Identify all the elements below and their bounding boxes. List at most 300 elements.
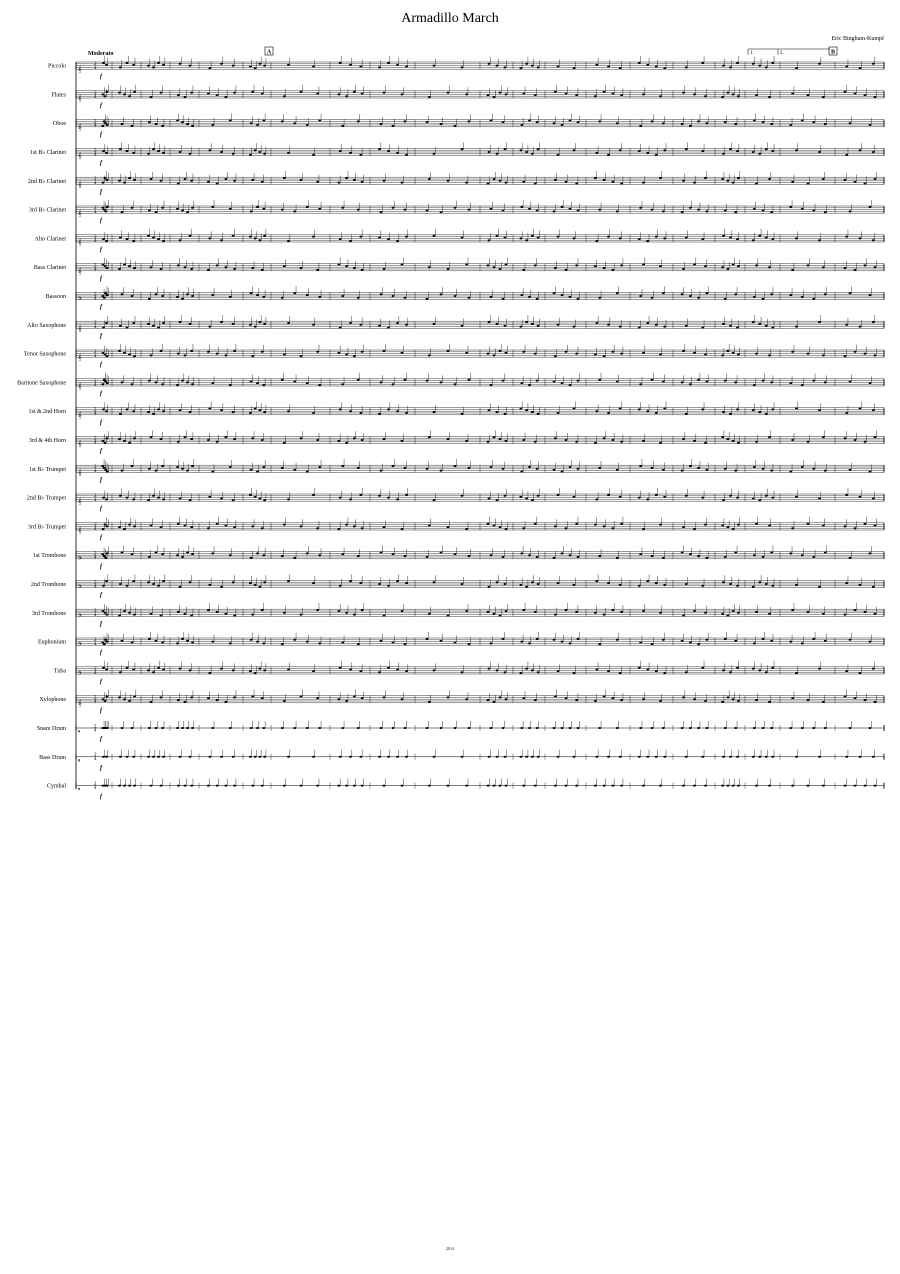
notehead — [147, 65, 150, 67]
notehead — [378, 237, 381, 239]
notehead — [845, 324, 848, 326]
notehead — [155, 640, 158, 642]
notehead — [250, 557, 253, 559]
notehead — [250, 639, 253, 641]
notehead — [646, 410, 649, 412]
notehead — [249, 412, 252, 414]
notehead — [487, 183, 490, 185]
notehead — [258, 409, 261, 411]
notehead — [553, 727, 556, 729]
notehead — [522, 785, 525, 787]
notehead — [872, 63, 875, 65]
notehead — [734, 211, 737, 213]
notehead — [603, 437, 606, 439]
notehead — [638, 62, 641, 64]
notehead — [770, 123, 773, 125]
notehead — [874, 613, 877, 615]
notehead — [768, 701, 771, 703]
time-signature-bottom: 4 — [94, 498, 97, 503]
notehead — [162, 580, 165, 582]
notehead — [487, 699, 490, 701]
notehead — [845, 494, 848, 496]
notehead — [123, 785, 126, 787]
notehead — [150, 178, 153, 180]
notehead — [181, 121, 184, 123]
notehead — [642, 528, 645, 530]
notehead — [162, 410, 165, 412]
notehead — [104, 639, 107, 641]
notehead — [771, 408, 774, 410]
notehead — [607, 670, 610, 672]
notehead — [119, 756, 122, 758]
notehead — [818, 151, 821, 153]
notehead — [232, 499, 235, 501]
notehead — [859, 237, 862, 239]
notehead — [152, 66, 155, 68]
notehead — [595, 240, 598, 242]
notehead — [433, 756, 436, 758]
notehead — [162, 240, 165, 242]
time-signature-bottom: 4 — [94, 584, 97, 590]
notehead — [752, 498, 755, 500]
notehead — [737, 442, 740, 444]
notehead — [428, 785, 431, 787]
notehead — [854, 269, 857, 271]
notehead — [254, 584, 257, 586]
notehead — [361, 697, 364, 699]
notehead — [208, 756, 211, 758]
notehead — [251, 267, 254, 269]
notehead — [148, 468, 151, 470]
notehead — [433, 411, 436, 413]
notehead — [254, 408, 257, 410]
notehead — [864, 699, 867, 701]
notehead — [133, 91, 136, 93]
notehead — [705, 210, 708, 212]
notehead — [505, 93, 508, 95]
notehead — [573, 237, 576, 239]
notehead — [465, 352, 468, 354]
notehead — [490, 727, 493, 729]
notehead — [447, 438, 450, 440]
notehead — [131, 642, 134, 644]
notehead — [869, 206, 872, 208]
notehead — [106, 206, 109, 208]
notehead — [496, 323, 499, 325]
notehead — [121, 123, 124, 125]
notehead — [685, 671, 688, 673]
tempo-marking: Moderato — [88, 51, 114, 57]
notehead — [102, 182, 105, 184]
notehead — [392, 295, 395, 297]
instrument-label: Snare Drum — [36, 726, 66, 732]
volta-label: 1. — [750, 51, 754, 56]
notehead — [263, 499, 266, 501]
notehead — [722, 581, 725, 583]
notehead — [536, 468, 539, 470]
notehead — [487, 94, 490, 96]
notehead — [502, 556, 505, 558]
notehead — [359, 494, 362, 496]
notehead — [401, 264, 404, 266]
notehead — [595, 322, 598, 324]
notehead — [554, 525, 557, 527]
notehead — [729, 756, 732, 758]
notehead — [177, 523, 180, 525]
notehead — [396, 756, 399, 758]
notehead — [693, 182, 696, 184]
notehead — [468, 643, 471, 645]
notehead — [620, 611, 623, 613]
notehead — [318, 384, 321, 386]
notehead — [729, 66, 732, 68]
notehead — [531, 323, 534, 325]
notehead — [812, 210, 815, 212]
notehead — [765, 671, 768, 673]
notehead — [250, 210, 253, 212]
notehead — [502, 298, 505, 300]
notehead — [791, 351, 794, 353]
notehead — [387, 238, 390, 240]
notehead — [118, 526, 121, 528]
notehead — [646, 498, 649, 500]
notehead — [181, 727, 184, 729]
notehead — [440, 211, 443, 213]
notehead — [261, 439, 264, 441]
notehead — [208, 408, 211, 410]
notehead — [396, 410, 399, 412]
notehead — [131, 125, 134, 127]
notehead — [812, 468, 815, 470]
notehead — [300, 696, 303, 698]
notehead — [770, 381, 773, 383]
notehead — [620, 523, 623, 525]
notehead — [300, 525, 303, 527]
notehead — [611, 181, 614, 183]
notehead — [525, 321, 528, 323]
notehead — [428, 436, 431, 438]
notehead — [461, 66, 464, 68]
notehead — [181, 210, 184, 212]
notehead — [762, 380, 765, 382]
dynamic-marking: f — [100, 506, 102, 513]
clef-icon: 𝄢 — [78, 556, 82, 563]
notehead — [520, 471, 523, 473]
notehead — [619, 756, 622, 758]
notehead — [380, 552, 383, 554]
notehead — [569, 296, 572, 298]
notehead — [789, 727, 792, 729]
notehead — [616, 210, 619, 212]
notehead — [150, 613, 153, 615]
notehead — [103, 209, 106, 211]
notehead — [162, 152, 165, 154]
notehead — [505, 440, 508, 442]
instrument-label: Flutes — [51, 92, 66, 99]
notehead — [704, 95, 707, 97]
notehead — [822, 266, 825, 268]
instrument-label: 1st & 2nd Horn — [28, 409, 66, 416]
notehead — [522, 181, 525, 183]
notehead — [528, 466, 531, 468]
notehead — [249, 324, 252, 326]
notehead — [577, 380, 580, 382]
notehead — [869, 641, 872, 643]
notehead — [651, 297, 654, 299]
notehead — [701, 585, 704, 587]
notehead — [254, 672, 257, 674]
notehead — [724, 468, 727, 470]
notehead — [824, 293, 827, 295]
notehead — [179, 409, 182, 411]
notehead — [150, 354, 153, 356]
notehead — [736, 150, 739, 152]
notehead — [428, 178, 431, 180]
notehead — [254, 326, 257, 328]
notehead — [318, 208, 321, 210]
notehead — [818, 586, 821, 588]
notehead — [531, 499, 534, 501]
notehead — [161, 383, 164, 385]
notehead — [208, 496, 211, 498]
notehead — [537, 237, 540, 239]
notehead — [258, 239, 261, 241]
clef-icon: 𝄞 — [78, 384, 82, 390]
notehead — [824, 123, 827, 125]
notehead — [519, 149, 522, 151]
notehead — [405, 236, 408, 238]
notehead — [768, 436, 771, 438]
notehead — [177, 441, 180, 443]
notehead — [818, 239, 821, 241]
notehead — [619, 67, 622, 69]
notehead — [520, 641, 523, 643]
notehead — [655, 236, 658, 238]
notehead — [287, 498, 290, 500]
notehead — [131, 207, 134, 209]
notehead — [859, 756, 862, 758]
notehead — [104, 354, 107, 356]
notehead — [126, 327, 129, 329]
notehead — [121, 211, 124, 213]
notehead — [383, 615, 386, 617]
notehead — [345, 612, 348, 614]
notehead — [607, 412, 610, 414]
notehead — [807, 183, 810, 185]
notehead — [569, 466, 572, 468]
notehead — [447, 350, 450, 352]
notehead — [262, 642, 265, 644]
notehead — [869, 294, 872, 296]
notehead — [312, 756, 315, 758]
notehead — [216, 523, 219, 525]
notehead — [353, 91, 356, 93]
notehead — [520, 727, 523, 729]
notehead — [293, 122, 296, 124]
notehead — [525, 498, 528, 500]
notehead — [575, 94, 578, 96]
notehead — [561, 552, 564, 554]
notehead — [531, 581, 534, 583]
notehead — [440, 293, 443, 295]
notehead — [824, 470, 827, 472]
time-signature-top: 2 — [94, 407, 97, 413]
notehead — [651, 727, 654, 729]
notehead — [345, 524, 348, 526]
notehead — [131, 383, 134, 385]
notehead — [250, 122, 253, 124]
notehead — [283, 442, 286, 444]
notehead — [220, 239, 223, 241]
notehead — [131, 465, 134, 467]
notehead — [349, 669, 352, 671]
notehead — [380, 381, 383, 383]
notehead — [499, 92, 502, 94]
notehead — [771, 756, 774, 758]
notehead — [106, 179, 109, 181]
notehead — [795, 756, 798, 758]
notehead — [770, 470, 773, 472]
notehead — [300, 267, 303, 269]
notehead — [380, 640, 383, 642]
notehead — [701, 756, 704, 758]
notehead — [659, 177, 662, 179]
notehead — [705, 381, 708, 383]
notehead — [573, 496, 576, 498]
notehead — [211, 641, 214, 643]
notehead — [184, 96, 187, 98]
notehead — [426, 210, 429, 212]
notehead — [611, 527, 614, 529]
time-signature-top: 2 — [94, 551, 97, 557]
notehead — [106, 355, 109, 357]
notehead — [318, 466, 321, 468]
notehead — [101, 125, 104, 127]
notehead — [361, 439, 364, 441]
notehead — [859, 67, 862, 69]
notehead — [758, 323, 761, 325]
notehead — [859, 326, 862, 328]
notehead — [642, 93, 645, 95]
notehead — [874, 785, 877, 787]
notehead — [554, 179, 557, 181]
notehead — [353, 179, 356, 181]
notehead — [440, 381, 443, 383]
notehead — [337, 182, 340, 184]
notehead — [565, 439, 568, 441]
notehead — [619, 408, 622, 410]
notehead — [345, 785, 348, 787]
notehead — [383, 268, 386, 270]
notehead — [118, 180, 121, 182]
dynamic-marking: f — [100, 304, 102, 311]
notehead — [177, 611, 180, 613]
notehead — [118, 696, 121, 698]
notehead — [357, 209, 360, 211]
notehead — [685, 325, 688, 327]
notehead — [755, 353, 758, 355]
notehead — [525, 239, 528, 241]
notehead — [148, 298, 151, 300]
dynamic-marking: f — [100, 563, 102, 570]
notehead — [461, 756, 464, 758]
notehead — [306, 727, 309, 729]
notehead — [123, 698, 126, 700]
notehead — [874, 436, 877, 438]
notehead — [638, 408, 641, 410]
notehead — [106, 471, 109, 473]
dynamic-marking: f — [100, 794, 102, 801]
notehead — [729, 495, 732, 497]
notehead — [337, 610, 340, 612]
notehead — [753, 208, 756, 210]
notehead — [502, 380, 505, 382]
notehead — [594, 785, 597, 787]
dynamic-marking: f — [100, 247, 102, 253]
notehead — [791, 785, 794, 787]
instrument-label: Oboe — [53, 121, 66, 128]
notehead — [611, 93, 614, 95]
notehead — [181, 468, 184, 470]
notehead — [337, 93, 340, 95]
notehead — [345, 95, 348, 97]
notehead — [663, 756, 666, 758]
notehead — [229, 642, 232, 644]
notehead — [659, 612, 662, 614]
notehead — [191, 125, 194, 127]
notehead — [859, 672, 862, 674]
notehead — [616, 122, 619, 124]
notehead — [337, 352, 340, 354]
notehead — [573, 326, 576, 328]
notehead — [293, 639, 296, 641]
notehead — [339, 497, 342, 499]
notehead — [598, 297, 601, 299]
notehead — [818, 321, 821, 323]
notehead — [263, 323, 266, 325]
notehead — [496, 499, 499, 501]
instrument-label: Baritone Saxophone — [17, 380, 66, 387]
time-signature-bottom: 4 — [94, 555, 97, 561]
notehead — [131, 553, 134, 555]
notehead — [789, 206, 792, 208]
notehead — [662, 727, 665, 729]
notehead — [496, 669, 499, 671]
notehead — [123, 182, 126, 184]
notehead — [522, 269, 525, 271]
notehead — [404, 643, 407, 645]
notehead — [233, 438, 236, 440]
notehead — [619, 237, 622, 239]
notehead — [499, 615, 502, 617]
notehead — [128, 354, 131, 356]
notehead — [557, 236, 560, 238]
notehead — [872, 409, 875, 411]
notehead — [148, 210, 151, 212]
notehead — [189, 499, 192, 501]
notehead — [256, 382, 259, 384]
notehead — [119, 583, 122, 585]
dynamic-marking: f — [100, 391, 102, 397]
notehead — [734, 293, 737, 295]
notehead — [316, 527, 319, 529]
notehead — [207, 527, 210, 529]
notehead — [318, 296, 321, 298]
notehead — [557, 494, 560, 496]
notehead — [119, 325, 122, 327]
notehead — [872, 239, 875, 241]
notehead — [577, 638, 580, 640]
